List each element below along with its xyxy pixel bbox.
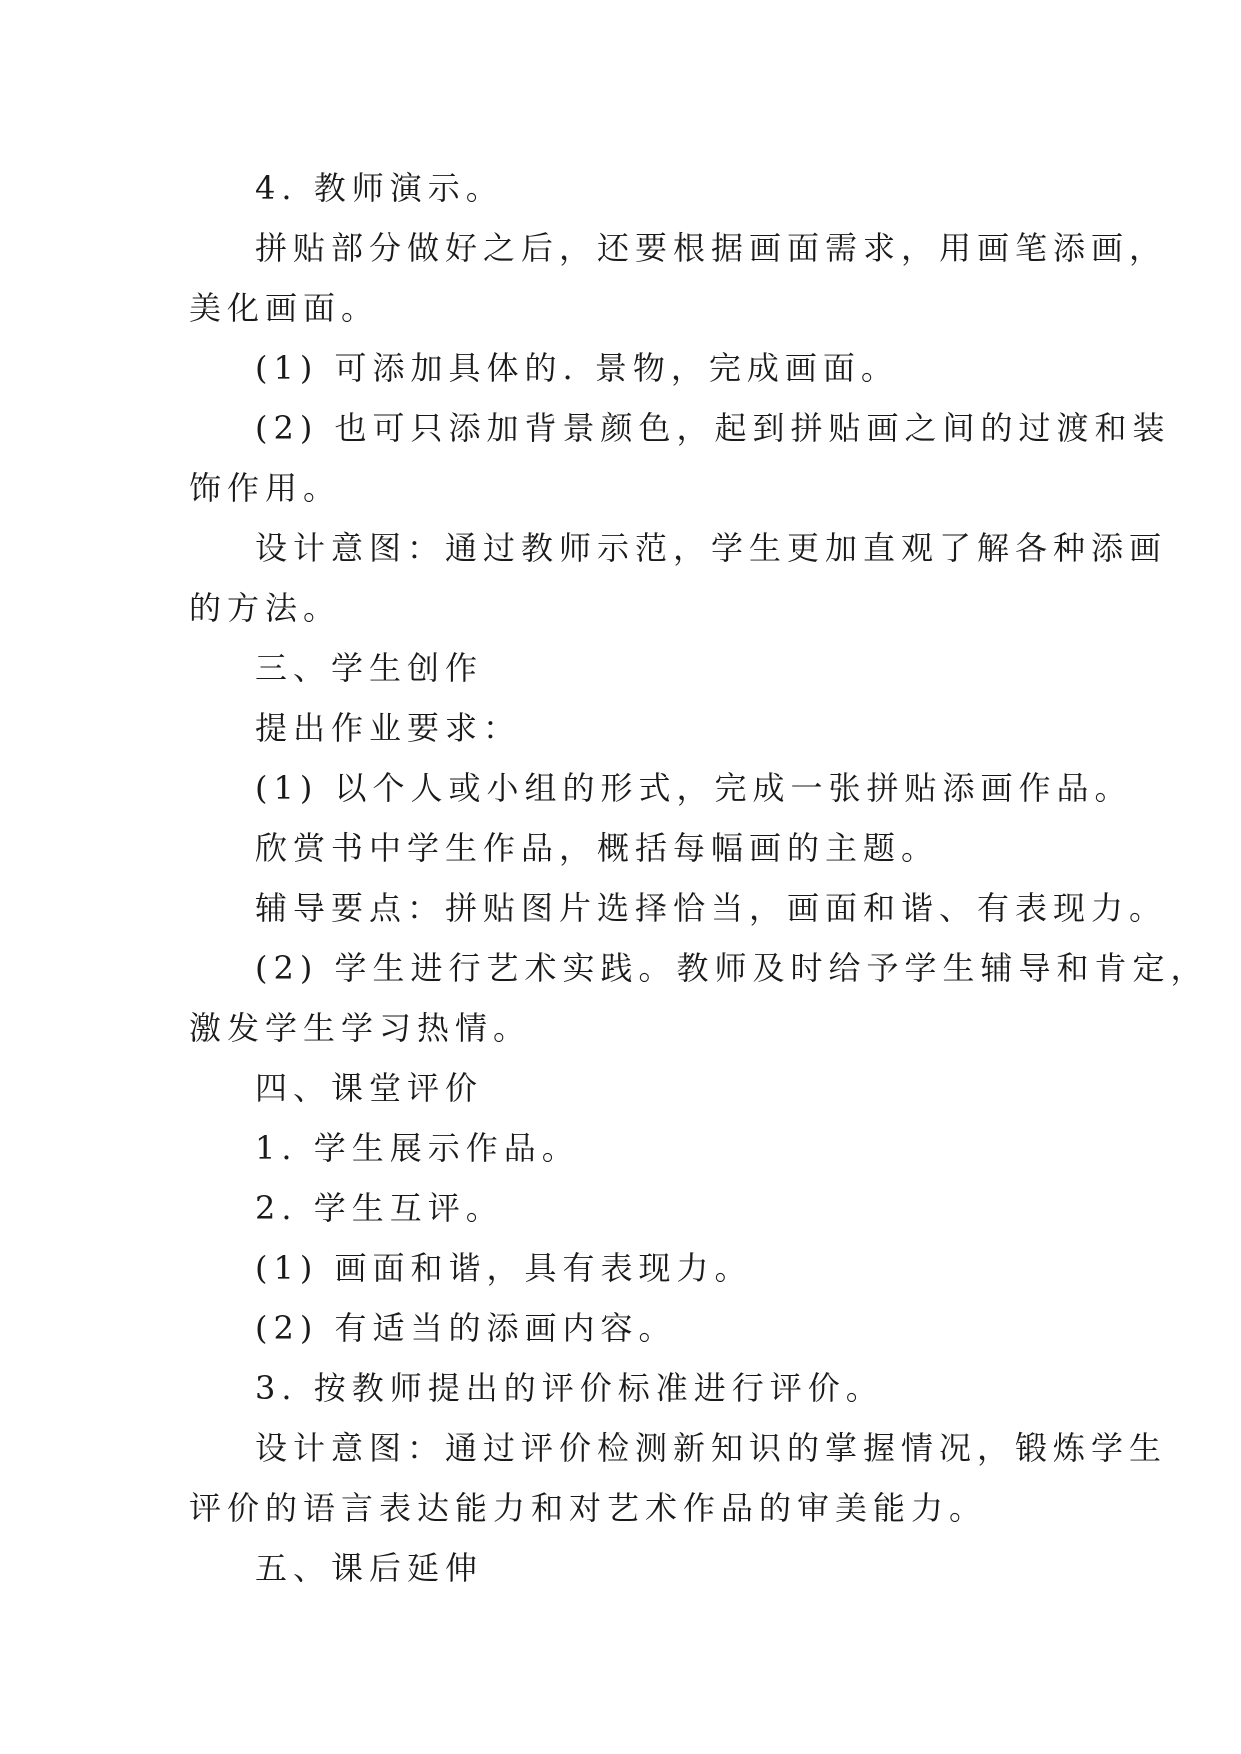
paragraph-line: (2) 也可只添加背景颜色，起到拼贴画之间的过渡和装 [255,409,1171,447]
paragraph-line: 的方法。 [189,589,342,627]
paragraph-line: (1) 可添加具体的. 景物，完成画面。 [255,349,899,387]
paragraph-line: 4. 教师演示。 [255,169,504,207]
paragraph-line: 设计意图：通过评价检测新知识的掌握情况，锻炼学生 [255,1429,1168,1467]
paragraph-line: 2. 学生互评。 [255,1189,504,1227]
paragraph-line: (2) 学生进行艺术实践。教师及时给予学生辅导和肯定， [255,949,1209,987]
paragraph-line: 3. 按教师提出的评价标准进行评价。 [255,1369,884,1407]
paragraph-line: (2) 有适当的添画内容。 [255,1309,677,1347]
section-heading: 四、课堂评价 [255,1069,484,1107]
paragraph-line: 激发学生学习热情。 [189,1009,532,1047]
paragraph-line: 欣赏书中学生作品，概括每幅画的主题。 [255,829,940,867]
paragraph-line: 评价的语言表达能力和对艺术作品的审美能力。 [189,1489,988,1527]
paragraph-line: 辅导要点：拼贴图片选择恰当，画面和谐、有表现力。 [255,889,1168,927]
paragraph-line: 美化画面。 [189,289,380,327]
paragraph-line: (1) 以个人或小组的形式，完成一张拼贴添画作品。 [255,769,1133,807]
paragraph-line: (1) 画面和谐，具有表现力。 [255,1249,753,1287]
paragraph-line: 设计意图：通过教师示范，学生更加直观了解各种添画 [255,529,1168,567]
paragraph-line: 1. 学生展示作品。 [255,1129,580,1167]
section-heading: 三、学生创作 [255,649,484,687]
section-heading: 五、课后延伸 [255,1549,484,1587]
paragraph-line: 提出作业要求： [255,709,522,747]
paragraph-line: 拼贴部分做好之后，还要根据画面需求，用画笔添画， [255,229,1168,267]
paragraph-line: 饰作用。 [189,469,342,507]
